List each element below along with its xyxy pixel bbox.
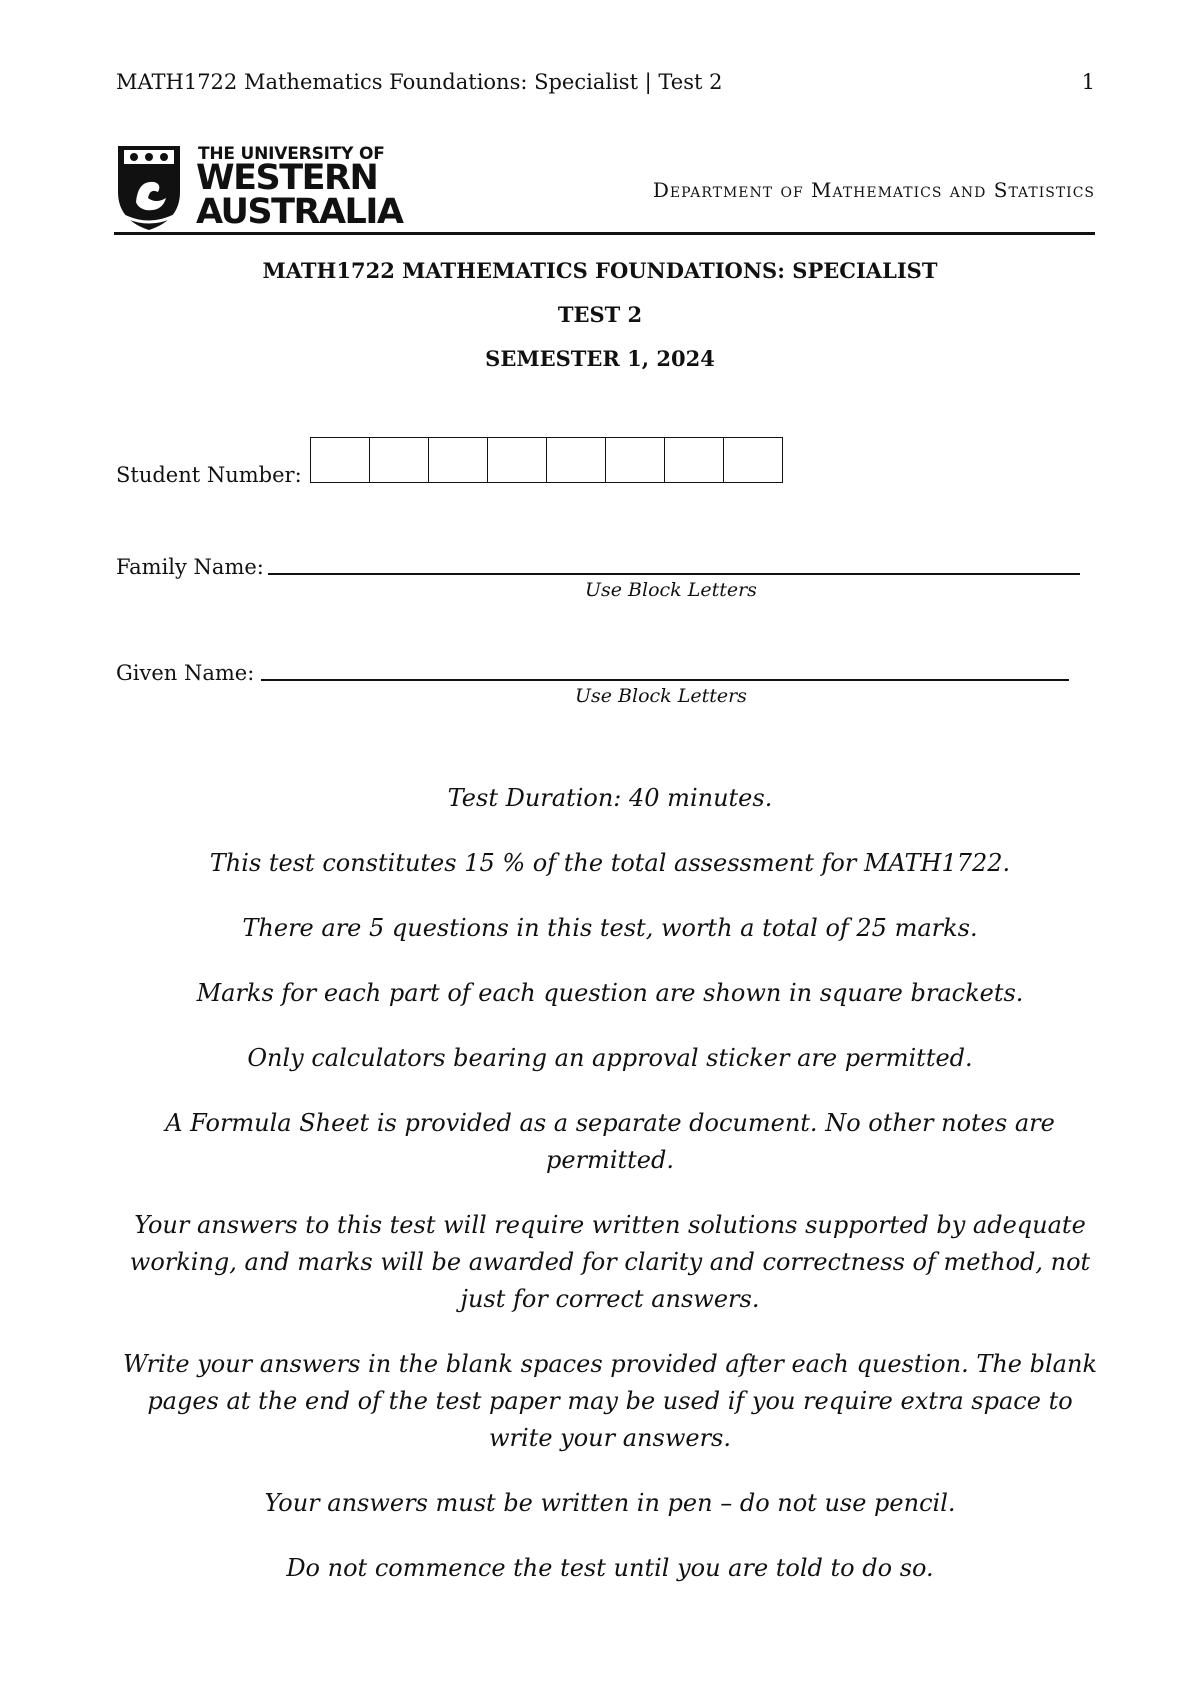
digit-box[interactable] xyxy=(370,438,429,482)
instruction-formula-sheet: A Formula Sheet is provided as a separate document. No other notes are permitted. xyxy=(165,1109,1055,1174)
given-name-line[interactable] xyxy=(261,679,1069,681)
test-title: TEST 2 xyxy=(557,302,643,327)
family-name-field xyxy=(116,555,757,601)
student-number-boxes[interactable] xyxy=(310,437,783,483)
course-title: MATH1722 MATHEMATICS FOUNDATIONS: SPECIALIST xyxy=(262,258,938,283)
crest-icon xyxy=(114,142,184,232)
running-title: MATH1722 Mathematics Foundations: Specialist | Test 2 xyxy=(116,70,723,94)
university-logo xyxy=(114,142,403,232)
given-name-hint: Use Block Letters xyxy=(575,685,747,707)
instruction-questions: There are 5 questions in this test, worth a total of 25 marks. xyxy=(242,914,978,942)
logo-text-line2: WESTERN xyxy=(196,158,378,198)
semester-title: SEMESTER 1, 2024 xyxy=(485,346,715,371)
header-rule xyxy=(114,232,1095,235)
exam-titles xyxy=(0,258,1200,390)
family-name-hint: Use Block Letters xyxy=(585,579,757,601)
digit-box[interactable] xyxy=(606,438,665,482)
instruction-pen: Your answers must be written in pen – do not use pencil. xyxy=(264,1489,956,1517)
given-name-field xyxy=(116,661,747,707)
digit-box[interactable] xyxy=(547,438,606,482)
instructions xyxy=(120,780,1100,1615)
page-number: 1 xyxy=(1081,70,1095,94)
running-header xyxy=(116,70,1095,94)
instruction-answer-space: Write your answers in the blank spaces provided after each question. The blank pages at the end of the test paper may be used if you require extra space to write your answers. xyxy=(122,1350,1097,1452)
logo-text-line1: THE UNIVERSITY OF xyxy=(198,144,385,164)
digit-box[interactable] xyxy=(429,438,488,482)
digit-box[interactable] xyxy=(724,438,782,482)
digit-box[interactable] xyxy=(311,438,370,482)
instruction-working: Your answers to this test will require written solutions supported by adequate working, and marks will be awarded for clarity and correctness of method, not just for correct answers. xyxy=(129,1211,1091,1313)
department-name: Department of Mathematics and Statistics xyxy=(652,178,1095,202)
given-name-label: Given Name: xyxy=(116,661,255,685)
student-number-label: Student Number: xyxy=(116,463,302,487)
digit-box[interactable] xyxy=(488,438,547,482)
logo-text-line3: AUSTRALIA xyxy=(196,192,403,232)
family-name-line[interactable] xyxy=(268,573,1080,575)
instruction-calculators: Only calculators bearing an approval sticker are permitted. xyxy=(247,1044,973,1072)
digit-box[interactable] xyxy=(665,438,724,482)
instruction-commence: Do not commence the test until you are told to do so. xyxy=(286,1554,934,1582)
instruction-weighting: This test constitutes 15 % of the total assessment for MATH1722. xyxy=(209,849,1011,877)
family-name-label: Family Name: xyxy=(116,555,264,579)
student-number-field xyxy=(116,433,783,487)
instruction-duration: Test Duration: 40 minutes. xyxy=(447,784,773,812)
instruction-marks: Marks for each part of each question are shown in square brackets. xyxy=(196,979,1024,1007)
